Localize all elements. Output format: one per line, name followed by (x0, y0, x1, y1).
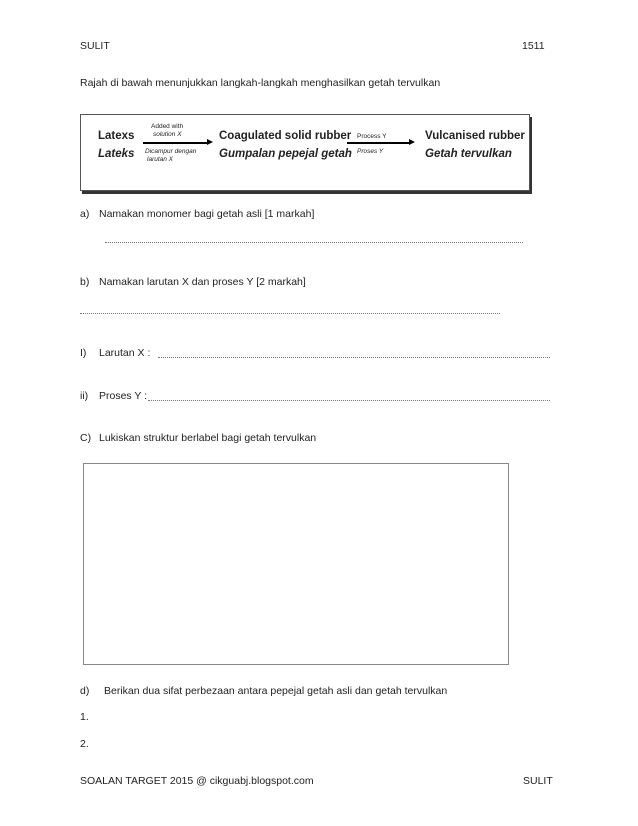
latex-label-en: Latexs (98, 130, 135, 142)
answer-line-a[interactable] (105, 242, 523, 243)
question-d-label: d) (80, 685, 90, 697)
question-c-label: C) (80, 432, 92, 444)
vulcanised-label-en: Vulcanised rubber (425, 130, 525, 142)
question-bi-label: I) (80, 347, 87, 359)
header-right: 1511 (522, 40, 545, 52)
answer-line-bi[interactable] (158, 357, 550, 358)
vulcanised-label-ms: Getah tervulkan (425, 148, 512, 160)
question-bii-label: ii) (80, 390, 89, 402)
arrow1-top-2: solution X (153, 131, 182, 138)
arrow-1 (143, 142, 209, 144)
latex-label-ms: Lateks (98, 148, 135, 160)
answer-line-b[interactable] (80, 313, 500, 314)
drawing-box[interactable] (83, 463, 509, 665)
answer-d-2: 2. (80, 738, 89, 750)
footer-right: SULIT (523, 775, 553, 787)
arrow1-top-1: Added with (151, 123, 184, 130)
question-b-label: b) (80, 276, 90, 288)
coagulated-label-en: Coagulated solid rubber (219, 130, 352, 142)
process-diagram (80, 114, 530, 191)
footer-left: SOALAN TARGET 2015 @ cikguabj.blogspot.com (80, 775, 314, 787)
question-a-text: Namakan monomer bagi getah asli [1 markah] (99, 208, 315, 220)
intro-text: Rajah di bawah menunjukkan langkah-langkah menghasilkan getah tervulkan (80, 77, 441, 89)
answer-line-bii[interactable] (148, 400, 550, 401)
question-bi-text: Larutan X : (99, 347, 151, 359)
arrow-2 (347, 142, 411, 144)
question-b-text: Namakan larutan X dan proses Y [2 markah] (99, 276, 306, 288)
coagulated-label-ms: Gumpalan pepejal getah (219, 148, 352, 160)
arrow1-bottom-1: Dicampur dengan (145, 148, 197, 155)
answer-d-1: 1. (80, 711, 89, 723)
arrow1-bottom-2: larutan X (147, 156, 174, 163)
question-c-text: Lukiskan struktur berlabel bagi getah tervulkan (99, 432, 317, 444)
header-left: SULIT (80, 40, 110, 52)
question-bii-text: Proses Y : (99, 390, 148, 402)
arrow2-top: Process Y (357, 133, 387, 140)
question-a-label: a) (80, 208, 90, 220)
arrow2-bottom: Proses Y (357, 148, 384, 155)
question-d-text: Berikan dua sifat perbezaan antara pepejal getah asli dan getah tervulkan (104, 685, 448, 697)
